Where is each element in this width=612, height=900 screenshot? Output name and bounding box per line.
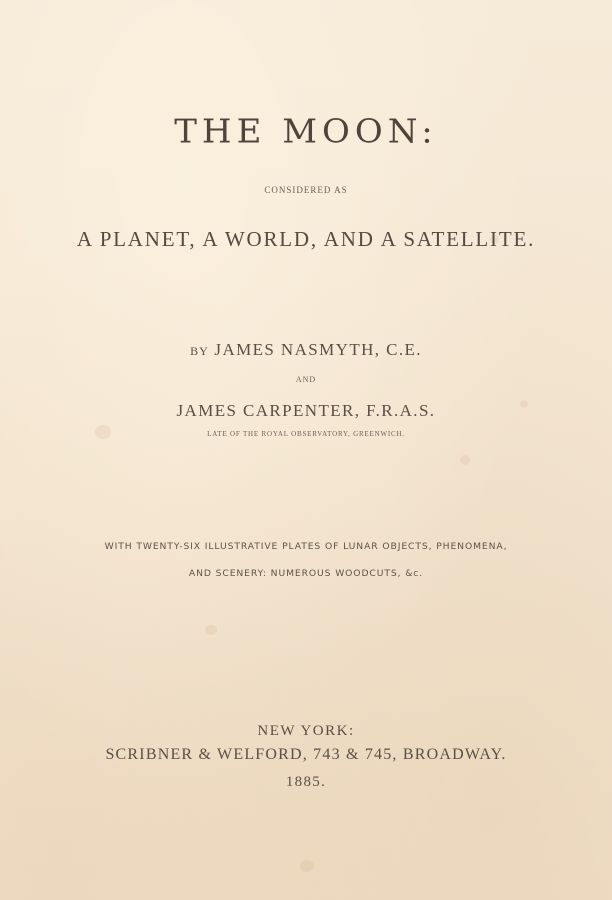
author-2-affiliation: LATE OF THE ROYAL OBSERVATORY, GREENWICH. [207, 430, 405, 438]
by-prefix: BY [190, 344, 209, 358]
description-line-1: WITH TWENTY-SIX ILLUSTRATIVE PLATES OF LUNAR OBJECTS, PHENOMENA, [104, 541, 508, 552]
imprint-publisher: SCRIBNER & WELFORD, 743 & 745, BROADWAY. [105, 746, 507, 763]
foxing-spot [205, 625, 217, 635]
author-1-name: JAMES NASMYTH, C.E. [214, 340, 422, 359]
foxing-spot [300, 860, 314, 872]
imprint-city: NEW YORK: [257, 723, 355, 739]
author-1-line [0, 340, 612, 360]
imprint-year: 1885. [285, 774, 327, 790]
and-conjunction: AND [295, 375, 317, 384]
foxing-spot [460, 455, 470, 465]
book-subtitle: A PLANET, A WORLD, AND A SATELLITE. [76, 227, 536, 251]
book-title: THE MOON: [174, 113, 438, 151]
description-line-2: AND SCENERY: NUMEROUS WOODCUTS, &c. [188, 568, 424, 579]
author-2-name: JAMES CARPENTER, F.R.A.S. [176, 401, 436, 420]
considered-as-label: CONSIDERED AS [264, 185, 348, 195]
